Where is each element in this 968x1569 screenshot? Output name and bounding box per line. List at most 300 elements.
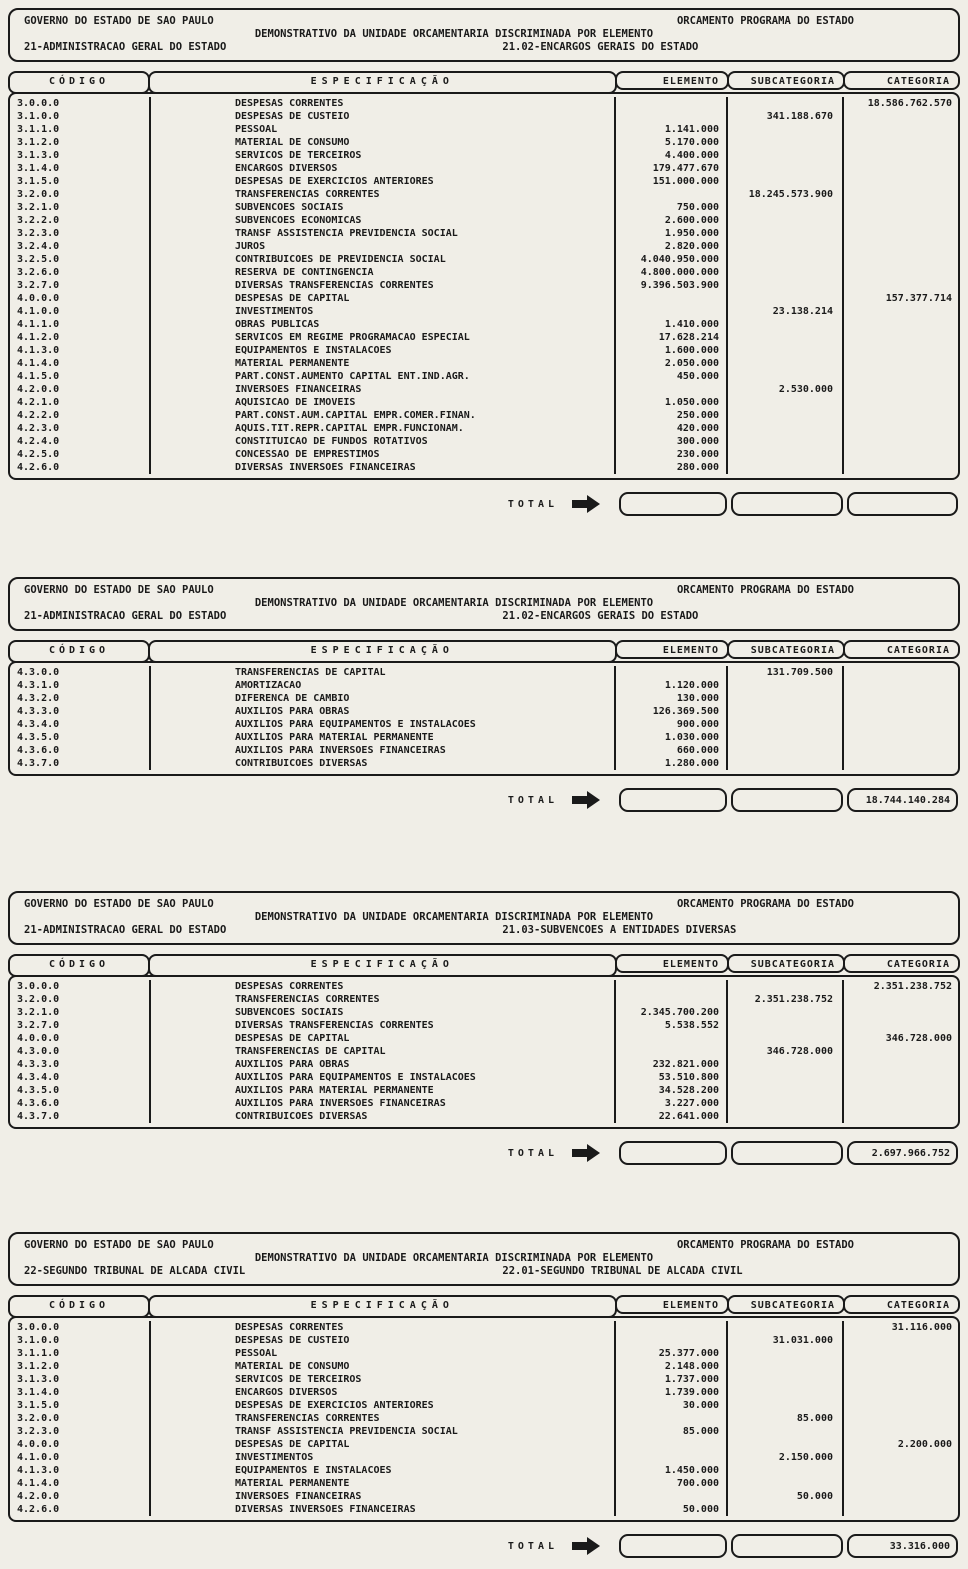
row-spec: PESSOAL [149, 1347, 614, 1360]
row-code: 4.3.4.0 [17, 1072, 60, 1083]
row-subcategoria: 31.031.000 [726, 1334, 842, 1347]
row-spec: CONCESSAO DE EMPRESTIMOS [149, 448, 614, 461]
row-spec: SUBVENCOES ECONOMICAS [149, 214, 614, 227]
row-spec: SERVICOS EM REGIME PROGRAMACAO ESPECIAL [149, 331, 614, 344]
row-spec: MATERIAL DE CONSUMO [149, 136, 614, 149]
government-title: GOVERNO DO ESTADO DE SAO PAULO [24, 1239, 214, 1251]
row-categoria [842, 1451, 958, 1464]
organ-label: 21-ADMINISTRACAO GERAL DO ESTADO [24, 41, 227, 53]
total-row [8, 489, 960, 519]
row-elemento: 1.737.000 [614, 1373, 726, 1386]
row-elemento: 1.050.000 [614, 396, 726, 409]
row-elemento [614, 188, 726, 201]
row-code: 3.1.2.0 [17, 1361, 60, 1372]
row-elemento: 85.000 [614, 1425, 726, 1438]
row-subcategoria [726, 1477, 842, 1490]
total-subcategoria-box [731, 1141, 843, 1165]
row-spec: DESPESAS DE EXERCICIOS ANTERIORES [149, 175, 614, 188]
table-row [10, 292, 958, 305]
table-row [10, 318, 958, 331]
row-categoria: 157.377.714 [842, 292, 958, 305]
total-row [8, 1138, 960, 1168]
row-spec: PART.CONST.AUM.CAPITAL EMPR.COMER.FINAN. [149, 409, 614, 422]
row-code: 3.1.3.0 [17, 150, 60, 161]
row-elemento [614, 1045, 726, 1058]
row-subcategoria [726, 980, 842, 993]
table-row [10, 1084, 958, 1097]
table-row [10, 1334, 958, 1347]
row-elemento: 5.170.000 [614, 136, 726, 149]
row-subcategoria [726, 331, 842, 344]
row-spec: DESPESAS DE EXERCICIOS ANTERIORES [149, 1399, 614, 1412]
table-row [10, 1045, 958, 1058]
row-spec: PESSOAL [149, 123, 614, 136]
col-header-especificacao: ESPECIFICAÇÃO [148, 71, 618, 94]
row-spec: DESPESAS DE CUSTEIO [149, 1334, 614, 1347]
total-label: TOTAL [507, 498, 558, 510]
col-header-categoria: CATEGORIA [843, 1295, 961, 1314]
table-row [10, 383, 958, 396]
row-elemento [614, 1438, 726, 1451]
row-subcategoria [726, 1347, 842, 1360]
row-spec: CONTRIBUICOES DE PREVIDENCIA SOCIAL [149, 253, 614, 266]
row-code: 3.1.4.0 [17, 163, 60, 174]
row-elemento [614, 980, 726, 993]
row-code: 4.1.3.0 [17, 1465, 60, 1476]
row-categoria: 2.351.238.752 [842, 980, 958, 993]
total-elemento-box [619, 788, 727, 812]
total-categoria-box: 33.316.000 [847, 1534, 958, 1558]
row-spec: DESPESAS DE CAPITAL [149, 1032, 614, 1045]
row-categoria [842, 1412, 958, 1425]
table-row [10, 1425, 958, 1438]
row-spec: DESPESAS CORRENTES [149, 97, 614, 110]
row-subcategoria [726, 409, 842, 422]
row-categoria [842, 175, 958, 188]
row-spec: ENCARGOS DIVERSOS [149, 1386, 614, 1399]
table-header-row [8, 1295, 960, 1318]
table-row [10, 305, 958, 318]
row-categoria [842, 123, 958, 136]
report-section [8, 891, 960, 1168]
row-categoria [842, 162, 958, 175]
row-code: 3.2.0.0 [17, 994, 60, 1005]
row-code: 3.2.3.0 [17, 1426, 60, 1437]
row-categoria: 346.728.000 [842, 1032, 958, 1045]
row-subcategoria [726, 370, 842, 383]
row-elemento: 1.739.000 [614, 1386, 726, 1399]
row-spec: AUXILIOS PARA EQUIPAMENTOS E INSTALACOES [149, 1071, 614, 1084]
table-row [10, 1019, 958, 1032]
row-subcategoria [726, 266, 842, 279]
row-subcategoria: 50.000 [726, 1490, 842, 1503]
row-code: 4.3.2.0 [17, 693, 60, 704]
row-categoria [842, 1006, 958, 1019]
row-elemento: 30.000 [614, 1399, 726, 1412]
row-categoria [842, 448, 958, 461]
row-categoria [842, 227, 958, 240]
row-code: 4.2.0.0 [17, 384, 60, 395]
row-categoria [842, 692, 958, 705]
row-code: 3.2.1.0 [17, 202, 60, 213]
row-categoria [842, 461, 958, 474]
row-spec: DESPESAS DE CAPITAL [149, 292, 614, 305]
row-subcategoria [726, 757, 842, 770]
col-header-elemento: ELEMENTO [615, 1295, 730, 1314]
col-header-especificacao: ESPECIFICAÇÃO [148, 640, 618, 663]
total-subcategoria-box [731, 1534, 843, 1558]
row-elemento: 1.950.000 [614, 227, 726, 240]
table-row [10, 344, 958, 357]
total-arrow-icon [572, 495, 601, 513]
table-row [10, 1386, 958, 1399]
row-spec: INVESTIMENTOS [149, 305, 614, 318]
row-elemento: 230.000 [614, 448, 726, 461]
row-subcategoria: 2.150.000 [726, 1451, 842, 1464]
row-code: 4.1.0.0 [17, 1452, 60, 1463]
row-subcategoria: 341.188.670 [726, 110, 842, 123]
row-categoria [842, 318, 958, 331]
report-title: ORCAMENTO PROGRAMA DO ESTADO [676, 584, 854, 596]
row-spec: DIVERSAS INVERSOES FINANCEIRAS [149, 1503, 614, 1516]
unit-label: 21.03-SUBVENCOES A ENTIDADES DIVERSAS [502, 924, 737, 936]
table-row [10, 705, 958, 718]
row-subcategoria [726, 422, 842, 435]
row-spec: DESPESAS CORRENTES [149, 1321, 614, 1334]
table-row [10, 1347, 958, 1360]
row-elemento: 1.280.000 [614, 757, 726, 770]
row-code: 4.3.3.0 [17, 1059, 60, 1070]
row-elemento: 1.141.000 [614, 123, 726, 136]
table-row [10, 1464, 958, 1477]
report-subtitle: DEMONSTRATIVO DA UNIDADE ORCAMENTARIA DISCRIMINADA POR ELEMENTO [254, 597, 654, 609]
row-spec: AQUIS.TIT.REPR.CAPITAL EMPR.FUNCIONAM. [149, 422, 614, 435]
row-categoria [842, 1490, 958, 1503]
row-elemento: 126.369.500 [614, 705, 726, 718]
row-spec: DIVERSAS INVERSOES FINANCEIRAS [149, 461, 614, 474]
row-categoria [842, 1097, 958, 1110]
row-code: 3.1.5.0 [17, 176, 60, 187]
table-header-row [8, 640, 960, 663]
row-spec: JUROS [149, 240, 614, 253]
row-categoria [842, 1045, 958, 1058]
table-row [10, 266, 958, 279]
row-elemento [614, 1412, 726, 1425]
row-spec: AQUISICAO DE IMOVEIS [149, 396, 614, 409]
col-header-codigo: CÓDIGO [8, 71, 150, 94]
row-categoria [842, 757, 958, 770]
unit-label: 22.01-SEGUNDO TRIBUNAL DE ALCADA CIVIL [502, 1265, 743, 1277]
col-header-subcategoria: SUBCATEGORIA [727, 954, 846, 973]
row-spec: TRANSF ASSISTENCIA PREVIDENCIA SOCIAL [149, 1425, 614, 1438]
table-row [10, 1412, 958, 1425]
report-section [8, 577, 960, 815]
table-row [10, 1399, 958, 1412]
row-spec: DESPESAS CORRENTES [149, 980, 614, 993]
row-code: 3.2.1.0 [17, 1007, 60, 1018]
row-categoria [842, 1386, 958, 1399]
row-subcategoria [726, 1386, 842, 1399]
row-categoria [842, 188, 958, 201]
row-code: 4.2.4.0 [17, 436, 60, 447]
row-subcategoria [726, 162, 842, 175]
report-subtitle: DEMONSTRATIVO DA UNIDADE ORCAMENTARIA DISCRIMINADA POR ELEMENTO [254, 1252, 654, 1264]
row-subcategoria: 23.138.214 [726, 305, 842, 318]
table-row [10, 370, 958, 383]
row-code: 4.1.3.0 [17, 345, 60, 356]
row-spec: INVERSOES FINANCEIRAS [149, 383, 614, 396]
table-row [10, 435, 958, 448]
organ-label: 21-ADMINISTRACAO GERAL DO ESTADO [24, 610, 227, 622]
table-row [10, 980, 958, 993]
row-elemento [614, 1490, 726, 1503]
row-subcategoria [726, 396, 842, 409]
row-elemento: 280.000 [614, 461, 726, 474]
total-arrow-icon [572, 1144, 601, 1162]
row-elemento: 2.345.700.200 [614, 1006, 726, 1019]
row-subcategoria [726, 1425, 842, 1438]
row-subcategoria: 131.709.500 [726, 666, 842, 679]
row-categoria [842, 679, 958, 692]
total-categoria-box [847, 492, 958, 516]
row-code: 4.3.4.0 [17, 719, 60, 730]
report-subtitle: DEMONSTRATIVO DA UNIDADE ORCAMENTARIA DISCRIMINADA POR ELEMENTO [254, 911, 654, 923]
row-subcategoria: 2.530.000 [726, 383, 842, 396]
row-categoria [842, 1373, 958, 1386]
table-header-row [8, 71, 960, 94]
row-subcategoria [726, 435, 842, 448]
row-categoria [842, 409, 958, 422]
table-row [10, 331, 958, 344]
report-section [8, 1232, 960, 1561]
row-subcategoria [726, 679, 842, 692]
col-header-elemento: ELEMENTO [615, 640, 730, 659]
row-categoria [842, 1334, 958, 1347]
row-subcategoria [726, 318, 842, 331]
row-categoria [842, 370, 958, 383]
row-subcategoria [726, 1071, 842, 1084]
row-subcategoria: 18.245.573.900 [726, 188, 842, 201]
row-code: 4.2.6.0 [17, 462, 60, 473]
row-elemento: 2.600.000 [614, 214, 726, 227]
row-code: 4.1.2.0 [17, 332, 60, 343]
row-elemento: 151.000.000 [614, 175, 726, 188]
row-code: 3.2.2.0 [17, 215, 60, 226]
col-header-categoria: CATEGORIA [843, 640, 961, 659]
row-categoria: 2.200.000 [842, 1438, 958, 1451]
row-elemento: 4.400.000 [614, 149, 726, 162]
row-code: 4.3.3.0 [17, 706, 60, 717]
row-spec: INVESTIMENTOS [149, 1451, 614, 1464]
col-header-subcategoria: SUBCATEGORIA [727, 71, 846, 90]
row-elemento: 1.450.000 [614, 1464, 726, 1477]
row-categoria: 18.586.762.570 [842, 97, 958, 110]
row-elemento: 1.600.000 [614, 344, 726, 357]
row-subcategoria [726, 214, 842, 227]
table-row [10, 692, 958, 705]
total-arrow-icon [572, 1537, 601, 1555]
row-code: 4.3.5.0 [17, 732, 60, 743]
table-body [8, 975, 960, 1129]
col-header-subcategoria: SUBCATEGORIA [727, 640, 846, 659]
row-categoria [842, 435, 958, 448]
row-categoria: 31.116.000 [842, 1321, 958, 1334]
row-code: 4.2.2.0 [17, 410, 60, 421]
row-elemento: 300.000 [614, 435, 726, 448]
row-code: 4.0.0.0 [17, 1033, 60, 1044]
row-elemento: 5.538.552 [614, 1019, 726, 1032]
table-row [10, 448, 958, 461]
row-spec: EQUIPAMENTOS E INSTALACOES [149, 1464, 614, 1477]
row-subcategoria [726, 744, 842, 757]
row-subcategoria [726, 1503, 842, 1516]
row-spec: ENCARGOS DIVERSOS [149, 162, 614, 175]
row-spec: TRANSFERENCIAS CORRENTES [149, 1412, 614, 1425]
row-subcategoria [726, 1360, 842, 1373]
total-categoria-box: 2.697.966.752 [847, 1141, 958, 1165]
row-subcategoria [726, 1464, 842, 1477]
row-categoria [842, 266, 958, 279]
row-spec: AUXILIOS PARA INVERSOES FINANCEIRAS [149, 744, 614, 757]
col-header-elemento: ELEMENTO [615, 71, 730, 90]
table-row [10, 744, 958, 757]
row-categoria [842, 1019, 958, 1032]
table-row [10, 396, 958, 409]
row-subcategoria [726, 1084, 842, 1097]
row-subcategoria [726, 1373, 842, 1386]
col-header-elemento: ELEMENTO [615, 954, 730, 973]
total-subcategoria-box [731, 492, 843, 516]
row-code: 4.1.4.0 [17, 1478, 60, 1489]
row-subcategoria [726, 1006, 842, 1019]
row-code: 3.2.7.0 [17, 1020, 60, 1031]
row-categoria [842, 1464, 958, 1477]
row-elemento: 25.377.000 [614, 1347, 726, 1360]
row-code: 3.1.0.0 [17, 1335, 60, 1346]
section-header [8, 8, 960, 62]
row-categoria [842, 240, 958, 253]
row-subcategoria [726, 240, 842, 253]
table-row [10, 1360, 958, 1373]
row-code: 3.2.4.0 [17, 241, 60, 252]
row-spec: DESPESAS DE CAPITAL [149, 1438, 614, 1451]
row-spec: MATERIAL DE CONSUMO [149, 1360, 614, 1373]
row-spec: CONTRIBUICOES DIVERSAS [149, 757, 614, 770]
total-label: TOTAL [507, 794, 558, 806]
row-spec: DESPESAS DE CUSTEIO [149, 110, 614, 123]
row-subcategoria [726, 97, 842, 110]
table-row [10, 409, 958, 422]
row-code: 3.1.2.0 [17, 137, 60, 148]
row-subcategoria [726, 292, 842, 305]
table-row [10, 1451, 958, 1464]
unit-label: 21.02-ENCARGOS GERAIS DO ESTADO [502, 610, 699, 622]
row-categoria [842, 1071, 958, 1084]
row-subcategoria [726, 1110, 842, 1123]
row-elemento [614, 666, 726, 679]
row-spec: DIVERSAS TRANSFERENCIAS CORRENTES [149, 1019, 614, 1032]
row-categoria [842, 149, 958, 162]
col-header-subcategoria: SUBCATEGORIA [727, 1295, 846, 1314]
row-code: 3.1.0.0 [17, 111, 60, 122]
table-row [10, 214, 958, 227]
row-subcategoria: 2.351.238.752 [726, 993, 842, 1006]
row-code: 3.2.7.0 [17, 280, 60, 291]
col-header-especificacao: ESPECIFICAÇÃO [148, 1295, 618, 1318]
row-spec: MATERIAL PERMANENTE [149, 357, 614, 370]
row-elemento: 750.000 [614, 201, 726, 214]
table-row [10, 1006, 958, 1019]
row-spec: SUBVENCOES SOCIAIS [149, 1006, 614, 1019]
row-elemento: 1.410.000 [614, 318, 726, 331]
table-row [10, 1321, 958, 1334]
row-categoria [842, 214, 958, 227]
row-elemento: 420.000 [614, 422, 726, 435]
row-spec: AUXILIOS PARA INVERSOES FINANCEIRAS [149, 1097, 614, 1110]
government-title: GOVERNO DO ESTADO DE SAO PAULO [24, 15, 214, 27]
total-row [8, 785, 960, 815]
row-subcategoria [726, 1097, 842, 1110]
total-label: TOTAL [507, 1147, 558, 1159]
row-code: 3.0.0.0 [17, 1322, 60, 1333]
row-code: 4.2.1.0 [17, 397, 60, 408]
row-categoria [842, 718, 958, 731]
col-header-categoria: CATEGORIA [843, 954, 961, 973]
sections-root [8, 8, 960, 1561]
total-elemento-box [619, 492, 727, 516]
row-spec: RESERVA DE CONTINGENCIA [149, 266, 614, 279]
row-categoria [842, 1058, 958, 1071]
row-categoria [842, 1084, 958, 1097]
row-elemento [614, 292, 726, 305]
row-code: 4.2.5.0 [17, 449, 60, 460]
col-header-especificacao: ESPECIFICAÇÃO [148, 954, 618, 977]
table-row [10, 1071, 958, 1084]
row-code: 4.2.6.0 [17, 1504, 60, 1515]
row-categoria [842, 136, 958, 149]
row-elemento [614, 1032, 726, 1045]
row-subcategoria [726, 1019, 842, 1032]
row-subcategoria [726, 718, 842, 731]
row-categoria [842, 666, 958, 679]
total-elemento-box [619, 1534, 727, 1558]
row-subcategoria [726, 227, 842, 240]
row-subcategoria [726, 1032, 842, 1045]
row-spec: TRANSFERENCIAS CORRENTES [149, 188, 614, 201]
row-code: 4.3.6.0 [17, 745, 60, 756]
row-spec: OBRAS PUBLICAS [149, 318, 614, 331]
table-row [10, 279, 958, 292]
table-row [10, 1032, 958, 1045]
row-categoria [842, 744, 958, 757]
row-elemento [614, 110, 726, 123]
row-elemento: 34.528.200 [614, 1084, 726, 1097]
row-elemento [614, 383, 726, 396]
row-code: 3.1.1.0 [17, 1348, 60, 1359]
row-categoria [842, 422, 958, 435]
row-spec: AUXILIOS PARA OBRAS [149, 1058, 614, 1071]
table-row [10, 136, 958, 149]
row-elemento: 4.040.950.000 [614, 253, 726, 266]
row-categoria [842, 110, 958, 123]
row-subcategoria [726, 175, 842, 188]
row-elemento [614, 1334, 726, 1347]
row-categoria [842, 1347, 958, 1360]
row-code: 4.3.0.0 [17, 667, 60, 678]
row-spec: TRANSF ASSISTENCIA PREVIDENCIA SOCIAL [149, 227, 614, 240]
row-code: 3.1.4.0 [17, 1387, 60, 1398]
row-code: 4.3.7.0 [17, 758, 60, 769]
